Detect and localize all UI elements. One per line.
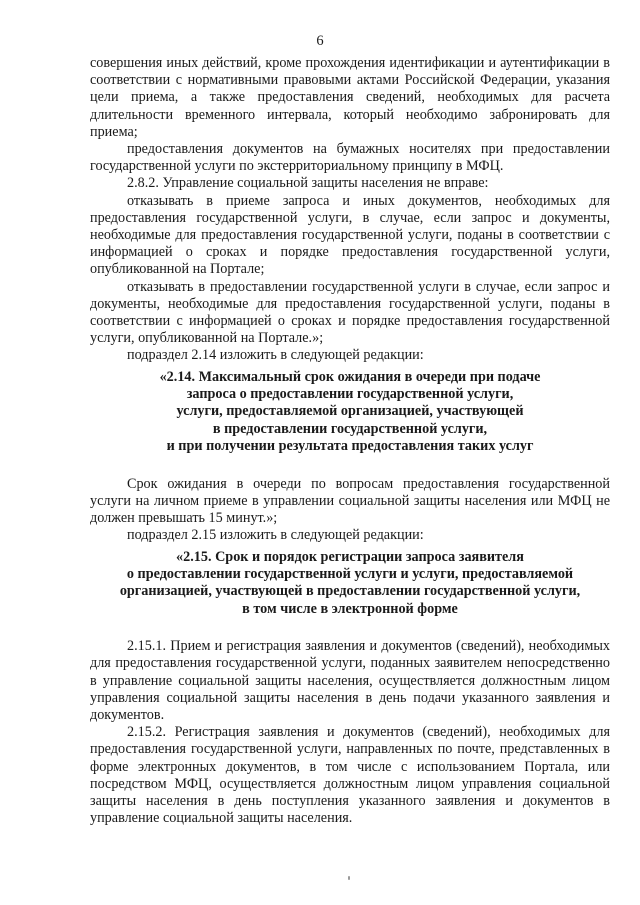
heading-line: запроса о предоставлении государственной услуги, xyxy=(186,386,514,403)
page-number: 6 xyxy=(316,33,324,49)
paragraph: 2.15.1. Прием и регистрация заявления и документов (сведений), необходимых для предоставления государственной услуги, поданных заявителем непосредственно в управление социальной защиты населения, осуществляется должностным лицом управления социальной защиты населения в день подачи указанного заявления и документов. xyxy=(90,638,610,723)
heading-line: организацией, участвующей в предоставлении государственной услуги, xyxy=(119,583,581,600)
heading-line: услуги, предоставляемой организацией, участвующей xyxy=(176,403,524,420)
paragraph: подраздел 2.14 изложить в следующей редакции: xyxy=(127,347,424,364)
heading-line: «2.15. Срок и порядок регистрации запроса заявителя xyxy=(176,548,524,565)
paragraph: 2.15.2. Регистрация заявления и документов (сведений), необходимых для предоставления государственной услуги, направленных по почте, представленных в форме электронных документов, в том числе с использованием Портала, или посредством МФЦ, осуществляется должностным лицом управления социальной защиты населения в день поступления указанного заявления и документов в управление социальной защиты населения. xyxy=(90,724,610,827)
section-heading-2-15 xyxy=(90,549,610,619)
paragraph: 2.8.2. Управление социальной защиты населения не вправе: xyxy=(127,175,489,192)
paragraph: совершения иных действий, кроме прохождения идентификации и аутентификации в соответствии с нормативными правовыми актами Российской Федерации, указания цели приема, а также предоставления сведений, необходимых для расчета длительности временного интервала, который необходимо забронировать для приема; xyxy=(90,55,610,140)
paragraph: отказывать в приеме запроса и иных документов, необходимых для предоставления государственной услуги, в случае, если запрос и документы, необходимые для предоставления государственной услуги, поданы в соответствии с информацией о сроках и порядке предоставления государственной услуги, опубликованной на Портале; xyxy=(90,192,610,278)
paragraph: отказывать в предоставлении государственной услуги в случае, если запрос и документы, необходимые для предоставления государственной услуги, поданы в соответствии с информацией о сроках и порядке предоставления государственной услуги, опубликованной на Портале.»; xyxy=(90,278,610,347)
section-heading-2-14 xyxy=(90,369,610,456)
heading-line: о предоставлении государственной услуги и услуги, предоставляемой xyxy=(126,565,574,582)
heading-line: в предоставлении государственной услуги, xyxy=(212,420,488,437)
paragraph: предоставления документов на бумажных носителях при предоставлении государственной услуги по экстерриториальному принципу в МФЦ. xyxy=(90,141,610,175)
paragraph: Срок ожидания в очереди по вопросам предоставления государственной услуги на личном приеме в управлении социальной защиты населения или МФЦ не должен превышать 15 минут.»; xyxy=(90,475,610,527)
heading-line: «2.14. Максимальный срок ожидания в очереди при подаче xyxy=(159,368,541,385)
scan-speck xyxy=(348,876,350,880)
document-body xyxy=(90,55,610,827)
paragraph: подраздел 2.15 изложить в следующей редакции: xyxy=(127,527,424,544)
heading-line: и при получении результата предоставления таких услуг xyxy=(166,438,534,455)
heading-line: в том числе в электронной форме xyxy=(242,600,458,617)
